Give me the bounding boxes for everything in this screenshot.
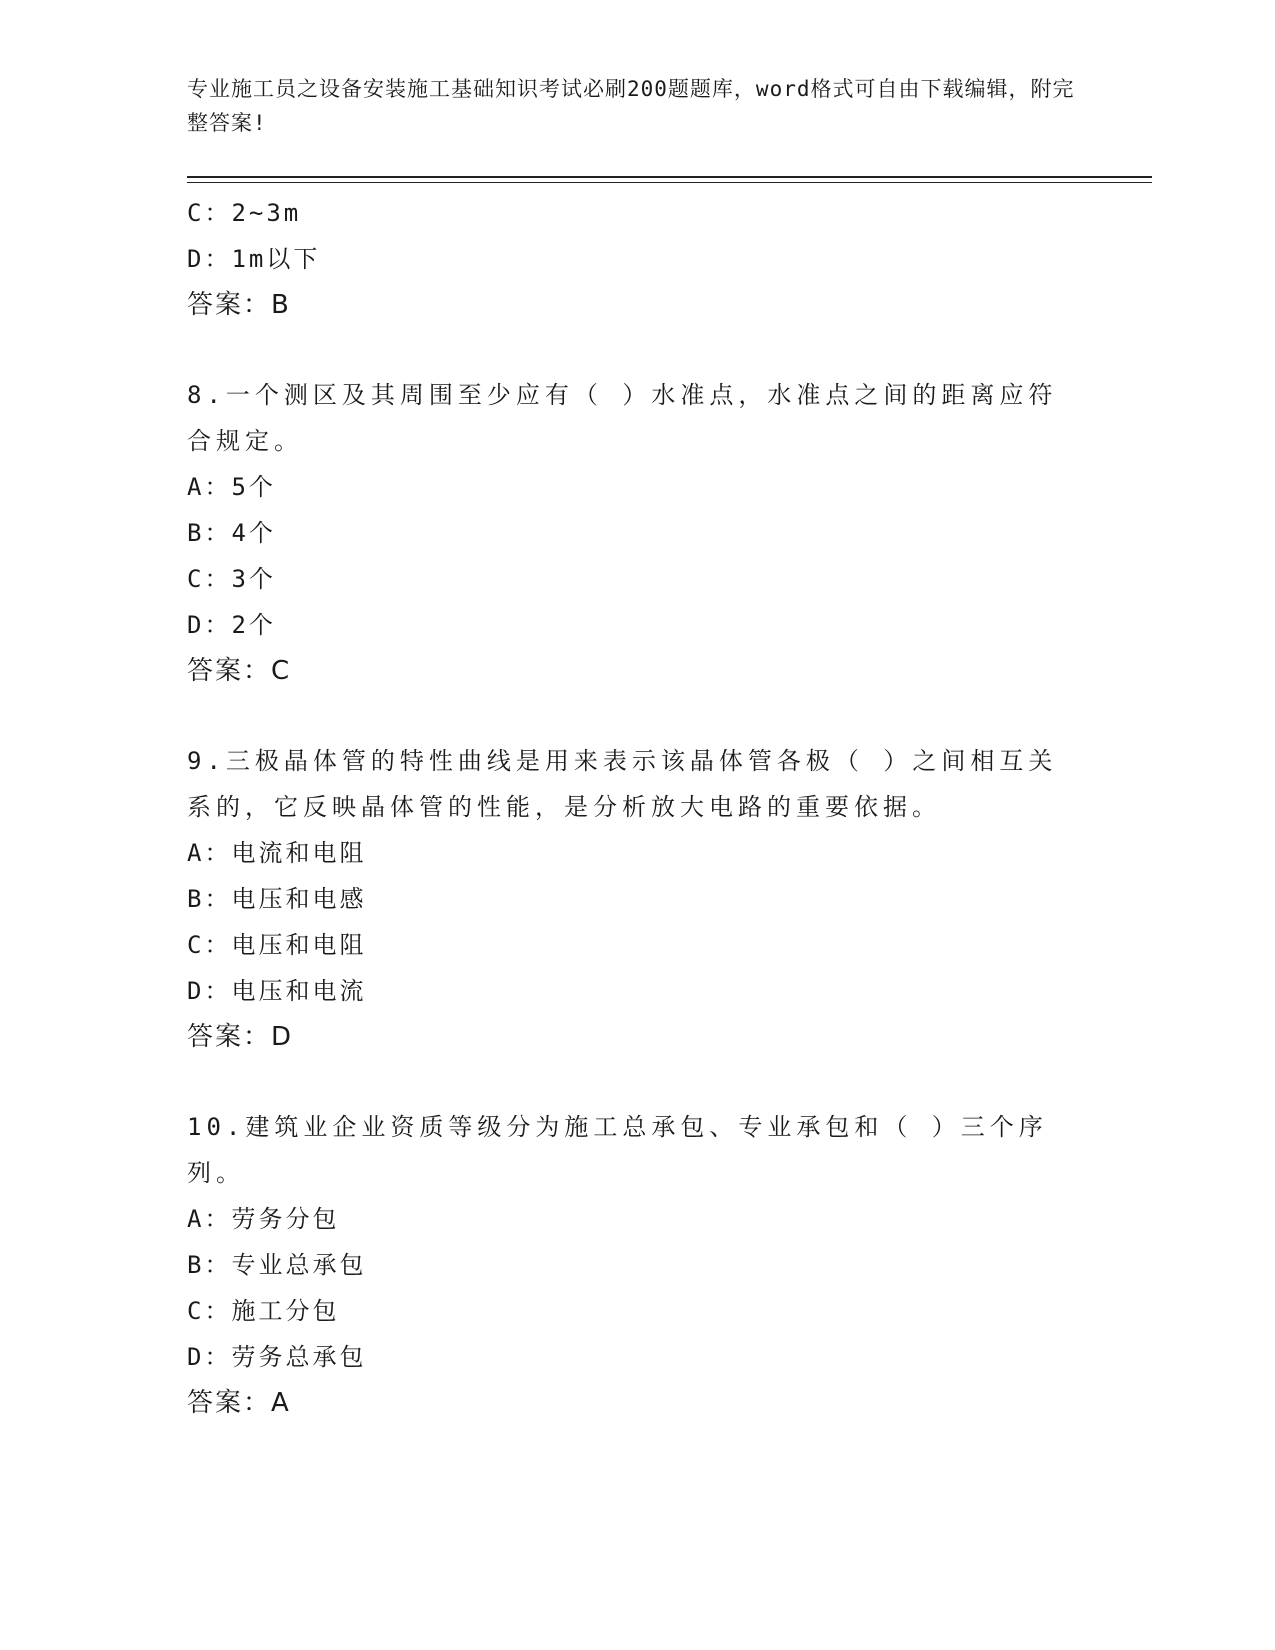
option-b: B：4个 (187, 519, 276, 547)
option-b: B：专业总承包 (187, 1251, 367, 1279)
option-d: D：2个 (187, 611, 276, 639)
header-divider-thin (187, 182, 1152, 183)
answer-line: 答案：D (187, 1022, 294, 1052)
answer-line: 答案：B (187, 290, 291, 320)
option-a: A：5个 (187, 473, 276, 501)
question-stem: 8.一个测区及其周围至少应有（ ）水准点，水准点之间的距离应符合规定。 (187, 381, 1058, 455)
question-content (187, 190, 1087, 1426)
option-c: C：电压和电阻 (187, 931, 367, 959)
question-stem: 10.建筑业企业资质等级分为施工总承包、专业承包和（ ）三个序列。 (187, 1113, 1048, 1187)
option-c: C：2~3m (187, 199, 302, 227)
option-d: D：1m以下 (187, 245, 321, 273)
spacer (187, 1060, 1087, 1104)
document-header-title: 专业施工员之设备安装施工基础知识考试必刷200题题库，word格式可自由下载编辑，附完整答案! (187, 77, 1075, 135)
option-d: D：电压和电流 (187, 977, 367, 1005)
header-divider-thick (187, 176, 1152, 178)
spacer (187, 694, 1087, 738)
option-d: D：劳务总承包 (187, 1343, 367, 1371)
option-a: A：劳务分包 (187, 1205, 340, 1233)
question-stem: 9.三极晶体管的特性曲线是用来表示该晶体管各极（ ）之间相互关系的，它反映晶体管的性能，是分析放大电路的重要依据。 (187, 747, 1058, 821)
answer-line: 答案：A (187, 1388, 291, 1418)
option-a: A：电流和电阻 (187, 839, 367, 867)
answer-line: 答案：C (187, 656, 292, 686)
option-c: C：3个 (187, 565, 276, 593)
option-c: C：施工分包 (187, 1297, 340, 1325)
spacer (187, 328, 1087, 372)
option-b: B：电压和电感 (187, 885, 367, 913)
